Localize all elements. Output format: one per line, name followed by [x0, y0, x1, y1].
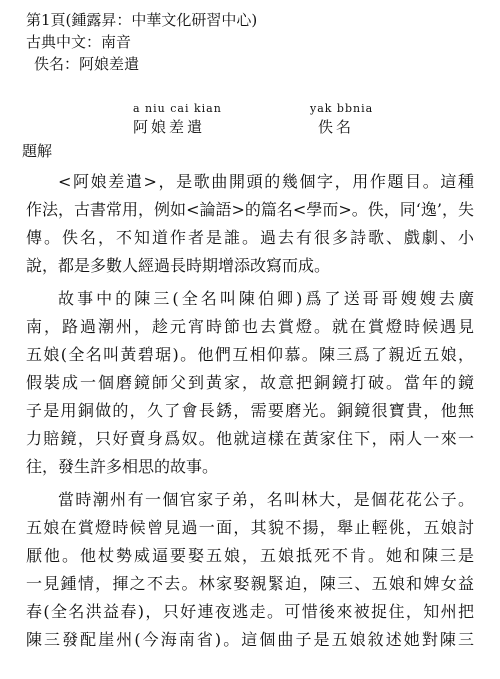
- paragraph-line: 力賠鏡，只好賣身爲奴。他就這樣在黃家住下，兩人一來一: [26, 429, 474, 448]
- section-heading: 題解: [22, 142, 53, 160]
- paragraph-line: 傳。佚名，不知道作者是誰。過去有很多詩歌、戲劇、小: [26, 228, 474, 247]
- paragraph-line: 五娘(全名叫黃碧琚)。他們互相仰慕。陳三爲了親近五娘，: [26, 345, 474, 364]
- paragraph-line: 當時潮州有一個官家子弟，名叫林大，是個花花公子。: [58, 490, 474, 509]
- paragraph-line: <阿娘差遣>，是歌曲開頭的幾個字，用作題目。這種: [58, 172, 474, 191]
- paragraph-line: 說，都是多數人經過長時期增添改寫而成。: [26, 256, 331, 275]
- paragraph-line: 假裝成一個磨鏡師父到黃家，故意把銅鏡打破。當年的鏡: [26, 373, 474, 392]
- paragraph-line: 厭他。他杖勢威逼要娶五娘，五娘抵死不肯。她和陳三是: [26, 546, 474, 565]
- work-title: 阿娘差遣: [133, 118, 206, 136]
- paragraph-line: 作法，古書常用，例如<論語>的篇名<學而>。佚，同‘逸’，失: [26, 200, 474, 219]
- paragraph-line: 春(全名洪益春)，只好連夜逃走。可惜後來被捉住，知州把: [26, 602, 474, 621]
- work-author: 佚名: [318, 118, 355, 136]
- paragraph-line: 子是用銅做的，久了會長銹，需要磨光。銅鏡很寶貴，他無: [26, 401, 474, 420]
- page-header-work: 佚名：阿娘差遣: [34, 55, 140, 73]
- paragraph-line: 五娘在賞燈時候曾見過一面，其貌不揚，舉止輕佻，五娘討: [26, 518, 474, 537]
- paragraph-line: 南，路過潮州，趁元宵時節也去賞燈。就在賞燈時候遇見: [26, 317, 474, 336]
- page-header-category: 古典中文：南音: [26, 33, 132, 51]
- paragraph-line: 往，發生許多相思的故事。: [26, 457, 219, 476]
- paragraph-line: 故事中的陳三(全名叫陳伯卿)爲了送哥哥嫂嫂去廣: [58, 289, 474, 308]
- paragraph-line: 陳三發配崖州(今海南省)。這個曲子是五娘敘述她對陳三: [26, 630, 474, 649]
- paragraph-line: 一見鍾情，揮之不去。林家娶親緊迫，陳三、五娘和婢女益: [26, 574, 474, 593]
- title-romanization: a niu cai kian: [133, 102, 222, 115]
- author-romanization: yak bbnia: [310, 102, 374, 115]
- page-header-source: 第1頁(鍾露昇：中華文化研習中心): [26, 11, 258, 29]
